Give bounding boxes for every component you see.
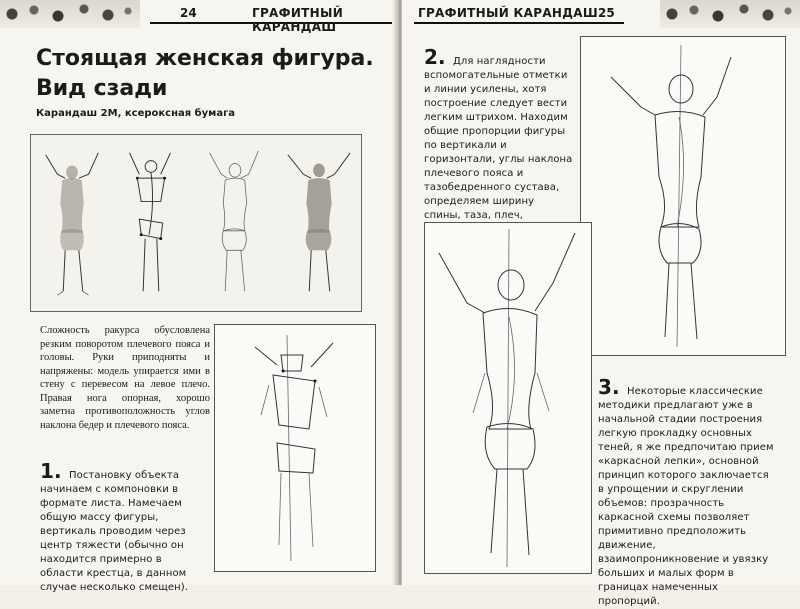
page-title bbox=[36, 44, 374, 104]
running-title: ГРАФИТНЫЙ КАРАНДАШ bbox=[418, 6, 598, 20]
sketch-drawing-icon bbox=[215, 325, 375, 571]
figure-sequence bbox=[30, 134, 362, 312]
running-title: ГРАФИТНЫЙ КАРАНДАШ bbox=[252, 6, 344, 34]
step-1 bbox=[40, 459, 206, 595]
figure-outline-icon bbox=[199, 145, 269, 301]
header-decoration-icon bbox=[660, 0, 800, 28]
sketch-drawing-icon bbox=[425, 223, 591, 573]
step-2-text: Для наглядности вспомогательные отметки и линии усилены, хотя построение следует вести легким штрихом. Находим общие пропорции фигуры по вертикали и горизонтали, углы наклона плечевого пояса и тазобедренного сустава, определяем ширину спины, таза, плеч, bbox=[424, 56, 573, 221]
page-number: 24 bbox=[180, 6, 197, 20]
sketch-drawing-icon bbox=[581, 37, 785, 355]
title-line-2: Вид сзади bbox=[36, 76, 168, 101]
figure-construction-icon bbox=[115, 145, 185, 301]
materials-caption: Карандаш 2М, ксероксная бумага bbox=[36, 108, 236, 119]
step-3-number: 3. bbox=[598, 375, 620, 399]
step-3 bbox=[598, 375, 776, 609]
left-page bbox=[0, 0, 398, 593]
header-decoration-icon bbox=[0, 0, 140, 28]
figure-illustration-icon bbox=[37, 145, 107, 301]
sketch-step-1 bbox=[214, 324, 376, 572]
step-2-number: 2. bbox=[424, 45, 446, 69]
step-1-number: 1. bbox=[40, 459, 62, 483]
step-3-text: Некоторые классические методики предлагают уже в начальной стадии построения легкую прокладку основных теней, я же предпочитаю прием «каркасной лепки», основной принцип которого заключается в упрощении и скруглении объемов: прозрачность каркасной схемы позволяет примитивно предположить движение, взаимопроникновение и увязку больших и малых форм в границах намеченных пропорций. bbox=[598, 386, 774, 607]
step-1-text: Постановку объекта начинаем с компоновки в формате листа. Намечаем общую массу фигуры, вертикаль проводим через центр тяжести (обычно он находится примерно в области крестца, в данном случае несколько смещен). bbox=[40, 470, 189, 593]
figure-shaded-icon bbox=[281, 145, 357, 301]
page-number: 25 bbox=[598, 6, 615, 20]
title-line-1: Стоящая женская фигура. bbox=[36, 46, 374, 71]
sketch-step-3 bbox=[424, 222, 592, 574]
intro-paragraph: Сложность ракурса обусловлена резким поворотом плечевого пояса и головы. Руки приподняты и напряжены: модель упирается ими в стену с перевесом на левое плечо. Правая нога опорная, хорошо заметна противоположность углов наклона бедер и плечевого пояса. bbox=[40, 325, 210, 431]
sketch-step-2 bbox=[580, 36, 786, 356]
right-page bbox=[402, 0, 800, 607]
